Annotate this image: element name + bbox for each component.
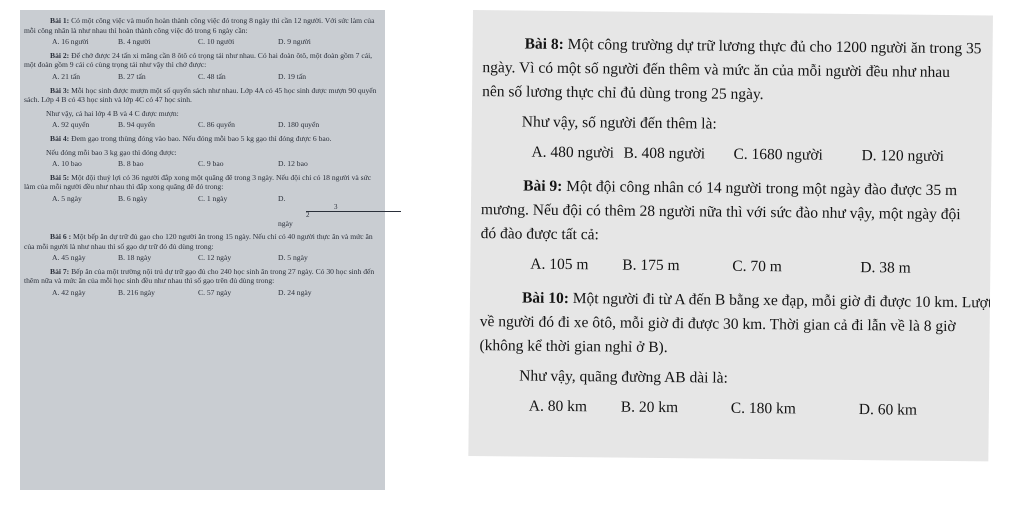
- answer-option: B. 18 ngày: [118, 253, 152, 263]
- answer-option: D. 19 tấn: [278, 71, 307, 81]
- answer-options: [480, 252, 982, 281]
- answer-option: C. 12 ngày: [198, 253, 232, 263]
- fraction-numerator: 3: [306, 204, 401, 212]
- problem-label: Bài 3:: [50, 85, 70, 95]
- problem-block: [24, 86, 379, 130]
- problem-body: Một đội thuỷ lợi có 36 người đắp xong một quãng đê trong 3 ngày. Nếu đội chỉ có 18 người và sức làm của mỗi người đều như nhau thì đắp xong quãng đê đó trong:: [24, 172, 372, 192]
- answer-option: B. 8 bao: [118, 159, 144, 169]
- answer-option: C. 70 m: [732, 257, 782, 276]
- problem-body: Đem gạo trong thùng đóng vào bao. Nếu đóng mỗi bao 5 kg gạo thì đóng được 6 bao.: [71, 133, 332, 143]
- answer-options: [24, 159, 379, 169]
- fraction-unit: ngày: [278, 218, 293, 228]
- problem-block: [24, 51, 379, 82]
- problem-text: [24, 86, 379, 105]
- problem-line-text: ngày. Vì có một số người đến thêm và mức ăn của mỗi người đều như nhau: [482, 59, 951, 81]
- problem-question: Như vậy, số người đến thêm là:: [521, 113, 717, 133]
- left-worksheet-photo: [20, 10, 385, 490]
- answer-option: A. 5 ngày: [52, 193, 82, 203]
- answer-option: A. 92 quyển: [52, 120, 90, 130]
- answer-option: D. 60 km: [858, 401, 918, 419]
- answer-option: A. 480 người: [531, 143, 615, 162]
- answer-options: [24, 194, 379, 228]
- problem-label: Bài 1:: [50, 16, 70, 25]
- answer-option: D. 24 ngày: [278, 288, 312, 298]
- problem-text: [24, 232, 379, 251]
- fraction: [278, 204, 372, 219]
- answer-option: A. 42 ngày: [52, 288, 86, 298]
- answer-options: [479, 394, 981, 423]
- answer-option: C. 48 tấn: [198, 71, 226, 81]
- problem-label: Bài 10:: [521, 289, 570, 308]
- problem-line-text: Một người đi từ A đến B bằng xe đạp, mỗi giờ đi được 10 km. Lượt: [572, 290, 993, 312]
- answer-option: A. 80 km: [528, 397, 588, 416]
- problem-block: [24, 173, 379, 228]
- answer-option: B. 94 quyển: [118, 120, 155, 130]
- problem-block-p10: [479, 286, 993, 423]
- problem-block: [24, 267, 379, 298]
- problem-label: Bài 5:: [50, 172, 70, 182]
- problem-body: Có một công việc và muốn hoàn thành công việc đó trong 8 ngày thì cần 12 người. Với sức làm của mỗi công nhân là như nhau thì hoàn thành công việc đó trong 6 ngày cần:: [24, 16, 375, 35]
- problem-label: Bài 9:: [523, 177, 563, 195]
- answer-option: B. 216 ngày: [118, 288, 155, 298]
- answer-option: D. 5 ngày: [278, 253, 308, 263]
- answer-option: B. 175 m: [622, 256, 680, 275]
- problem-body: Để chở được 24 tấn xi măng cần 8 ôtô có trọng tải như nhau. Có hai đoàn ôtô, một đoàn gồm 7 cái, một đoàn gồm 9 cái có cùng trọng tải như vậy thì chở được:: [24, 50, 373, 70]
- problem-block: [24, 16, 379, 47]
- answer-option: A. 10 bao: [52, 159, 82, 169]
- problem-text: [24, 173, 379, 192]
- problem-body: Một bếp ăn dự trữ đủ gạo cho 120 người ăn trong 15 ngày. Nếu chỉ có 40 người thực ăn và mức ăn của mỗi người là như nhau thì số gạo dự trữ đó đủ dùng trong:: [24, 232, 373, 251]
- answer-option: A. 21 tấn: [52, 71, 81, 81]
- problem-body: Mỗi học sinh được mượn một số quyển sách như nhau. Lớp 4A có 45 học sinh được mượn 90 quyển sách. Lớp 4 B có 43 học sinh và lớp 4C có 47 học sinh.: [24, 85, 377, 105]
- problem-label: Bài 7:: [50, 266, 70, 276]
- problem-line-text: Một đội công nhân có 14 người trong một ngày đào được 35 m: [566, 177, 958, 200]
- answer-option: A. 105 m: [530, 255, 589, 274]
- answer-option: C. 57 ngày: [198, 288, 232, 298]
- problem-line-text: về người đó đi xe ôtô, mỗi giờ đi được 30 km. Thời gian cả đi lẫn về là 8 giờ: [479, 313, 956, 336]
- problem-block: [24, 134, 379, 169]
- answer-options: [24, 288, 379, 298]
- problem-line-text: (không kể thời gian nghỉ ở B).: [479, 337, 668, 357]
- fraction-denominator: 2: [306, 210, 310, 219]
- answer-options: [481, 140, 983, 169]
- answer-option: C. 10 người: [198, 37, 235, 47]
- problem-question: Như vậy, cả hai lớp 4 B và 4 C được mượn:: [46, 108, 179, 118]
- answer-option: D. 12 bao: [278, 159, 308, 169]
- problem-question: Nếu đóng mỗi bao 3 kg gạo thì đóng được:: [46, 147, 177, 157]
- answer-option: A. 16 người: [52, 37, 89, 47]
- problem-label: Bài 8:: [524, 35, 564, 53]
- answer-options: [24, 37, 379, 47]
- problem-line-text: nên số lương thực chỉ đủ dùng trong 25 ngày.: [482, 83, 764, 104]
- answer-option: A. 45 ngày: [52, 253, 86, 263]
- problem-line-text: Một công trường dự trữ lương thực đủ cho 1200 người ăn trong 35: [567, 35, 982, 58]
- answer-option: C. 180 km: [730, 399, 796, 418]
- problem-body: Bếp ăn của một trường nội trú dự trữ gạo đủ cho 240 học sinh ăn trong 27 ngày. Có 30 học sinh đến thêm nữa và mức ăn của mỗi học sinh đều như nhau thì số gạo trên đủ dùng trong:: [24, 266, 375, 286]
- problem-line-text: mương. Nếu đội có thêm 28 người nữa thì với sức đào như vậy, một ngày đội: [480, 201, 961, 224]
- answer-option: C. 1680 người: [733, 145, 823, 164]
- problem-text: [24, 134, 379, 144]
- answer-option: B. 408 người: [623, 144, 706, 163]
- answer-option: D. $\frac{3}{2}ngày$: [278, 194, 358, 228]
- answer-options: [24, 72, 379, 82]
- problem-label: Bài 2:: [50, 50, 70, 60]
- answer-option: C. 1 ngày: [198, 193, 228, 203]
- problem-text: [24, 16, 379, 35]
- right-worksheet-photo: [468, 10, 993, 461]
- problem-block-p8: [481, 32, 984, 169]
- problem-text: [24, 51, 379, 70]
- answer-option: D. 9 người: [278, 37, 311, 47]
- answer-option: D. 38 m: [860, 259, 911, 277]
- answer-option: C. 9 bao: [198, 159, 224, 169]
- answer-option: C. 86 quyển: [198, 120, 235, 130]
- problem-label: Bài 6 :: [50, 232, 72, 242]
- problem-label: Bài 4:: [50, 133, 70, 143]
- answer-option: B. 4 người: [118, 37, 151, 47]
- answer-options: [24, 253, 379, 263]
- answer-option: B. 20 km: [620, 398, 679, 417]
- answer-option: B. 27 tấn: [118, 71, 146, 81]
- problem-line-text: đó đào được tất cả:: [480, 225, 599, 244]
- problem-block-p9: [480, 174, 983, 281]
- answer-options: [24, 120, 379, 130]
- answer-option: B. 6 ngày: [118, 193, 148, 203]
- problem-question: Như vậy, quãng đường AB dài là:: [519, 367, 728, 387]
- answer-option: D. 120 người: [861, 147, 945, 165]
- problem-text: [24, 267, 379, 286]
- answer-option: D. 180 quyển: [278, 120, 320, 130]
- problem-block: [24, 232, 379, 263]
